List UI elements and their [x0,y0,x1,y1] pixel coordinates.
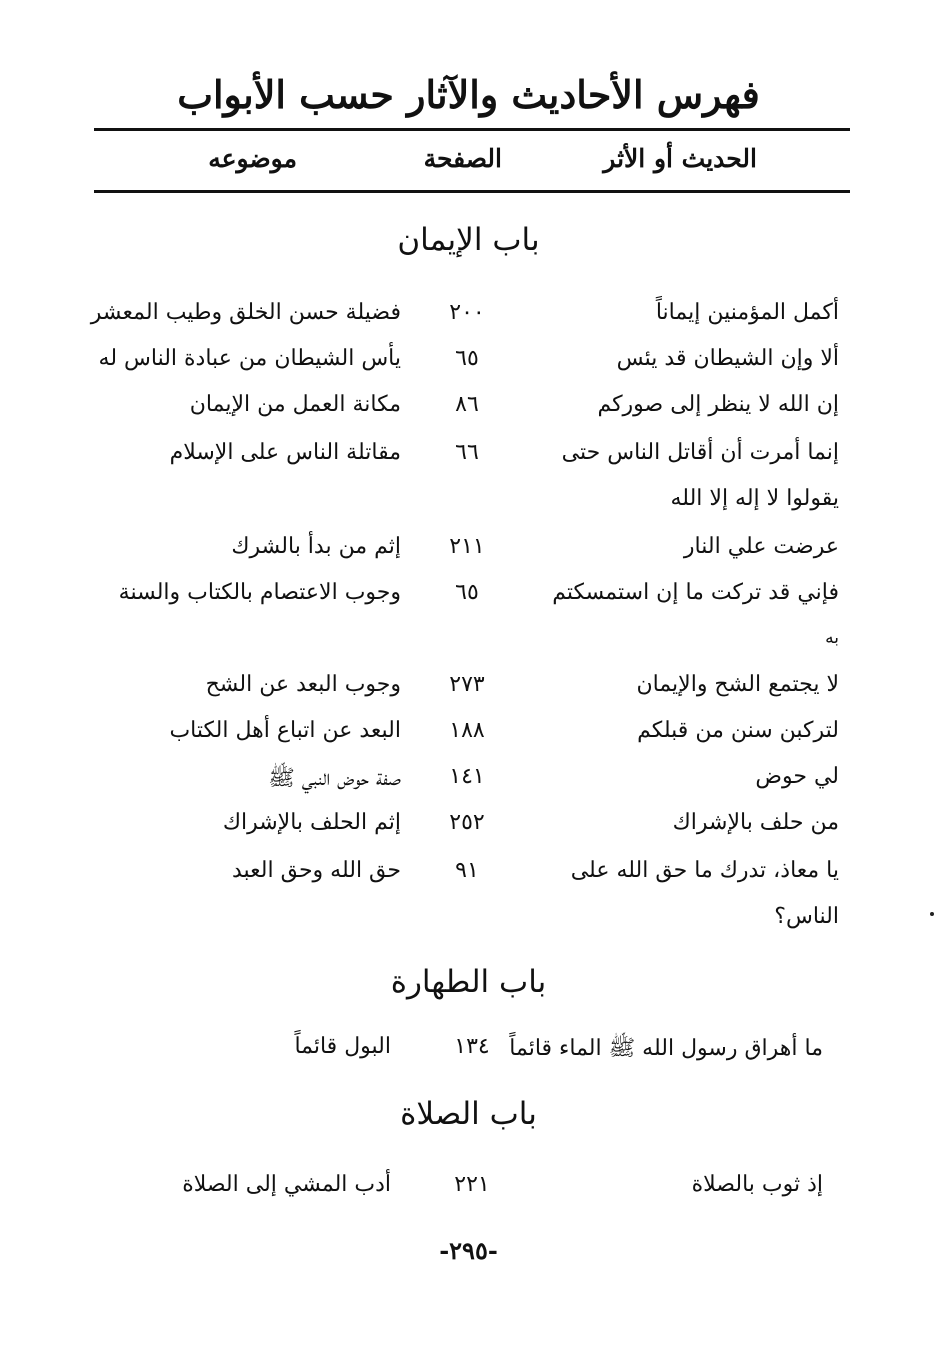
page-number-cell: ٦٥ [455,580,479,605]
section-title-salat: باب الصلاة [400,1096,537,1132]
page-number-cell: ١٨٨ [449,718,485,743]
hadith-text: لتركبن سنن من قبلكم [637,718,839,743]
page-number: -٢٩٥- [439,1236,498,1265]
topic-text: مقاتلة الناس على الإسلام [169,440,401,465]
page-number-cell: ٩١ [455,858,479,883]
topic-text: إثم من بدأ بالشرك [231,534,401,559]
table-row [0,346,937,386]
scan-speck [930,912,934,916]
header-bottom-rule [94,190,850,193]
table-row-continuation [0,904,937,944]
hadith-text: الناس؟ [774,904,839,929]
table-row-continuation [0,628,937,668]
hadith-text: لي حوض [755,764,839,789]
column-header-topic: موضوعه [208,144,297,173]
hadith-text: ألا وإن الشيطان قد يئس [616,346,839,371]
hadith-text: فإني قد تركت ما إن استمسكتم [552,580,839,605]
hadith-text: من حلف بالإشراك [672,810,839,835]
hadith-text: به [825,628,839,648]
hadith-text: إن الله لا ينظر إلى صوركم [597,392,839,417]
topic-text: البول قائماً [294,1034,391,1059]
table-row [0,580,937,620]
topic-text: وجوب الاعتصام بالكتاب والسنة [118,580,401,605]
hadith-text: يقولوا لا إله إلا الله [670,486,839,511]
page-number-cell: ٨٦ [455,392,479,417]
hadith-text: إذ ثوب بالصلاة [691,1172,823,1197]
page-title: فهرس الأحاديث والآثار حسب الأبواب [177,72,760,117]
topic-text: مكانة العمل من الإيمان [189,392,401,417]
topic-text: إثم الحلف بالإشراك [222,810,401,835]
table-row [0,718,937,758]
column-header-page: الصفحة [423,144,502,173]
table-row [0,392,937,432]
topic-text: يأس الشيطان من عبادة الناس له [98,346,401,371]
table-row [0,764,937,804]
table-row [0,810,937,850]
topic-text: أدب المشي إلى الصلاة [182,1172,391,1197]
hadith-text: يا معاذ، تدرك ما حق الله على [570,858,839,883]
table-row [0,300,937,340]
topic-text: فضيلة حسن الخلق وطيب المعشر [90,300,401,325]
page-number-cell: ٦٥ [455,346,479,371]
page-number-cell: ٢٥٢ [449,810,485,835]
table-row [0,1034,937,1074]
table-row [0,440,937,480]
table-row [0,858,937,898]
table-row [0,534,937,574]
table-row [0,672,937,712]
section-title-iman: باب الإيمان [397,222,540,258]
header-top-rule [94,128,850,131]
table-row [0,1172,937,1212]
page-number-cell: ١٤١ [449,764,485,789]
topic-text: حق الله وحق العبد [231,858,401,883]
hadith-text: لا يجتمع الشح والإيمان [636,672,839,697]
topic-text: وجوب البعد عن الشح [205,672,401,697]
hadith-text: إنما أمرت أن أقاتل الناس حتى [561,440,839,465]
hadith-text: عرضت علي النار [683,534,839,559]
topic-text: البعد عن اتباع أهل الكتاب [169,718,401,743]
topic-text: صفة حوض النبي ﷺ [268,766,401,791]
hadith-text: ما أهراق رسول الله ﷺ الماء قائماً [509,1036,823,1061]
page-number-cell: ٢١١ [449,534,485,559]
section-title-tahara: باب الطهارة [390,964,547,1000]
page-number-cell: ١٣٤ [454,1034,490,1059]
page-number-cell: ٢٧٣ [449,672,485,697]
page-number-cell: ٦٦ [455,440,479,465]
hadith-text: أكمل المؤمنين إيماناً [655,300,839,325]
table-row-continuation [0,486,937,526]
column-header-hadith: الحديث أو الأثر [603,144,757,173]
page-number-cell: ٢٢١ [454,1172,490,1197]
page-number-cell: ٢٠٠ [449,300,485,325]
